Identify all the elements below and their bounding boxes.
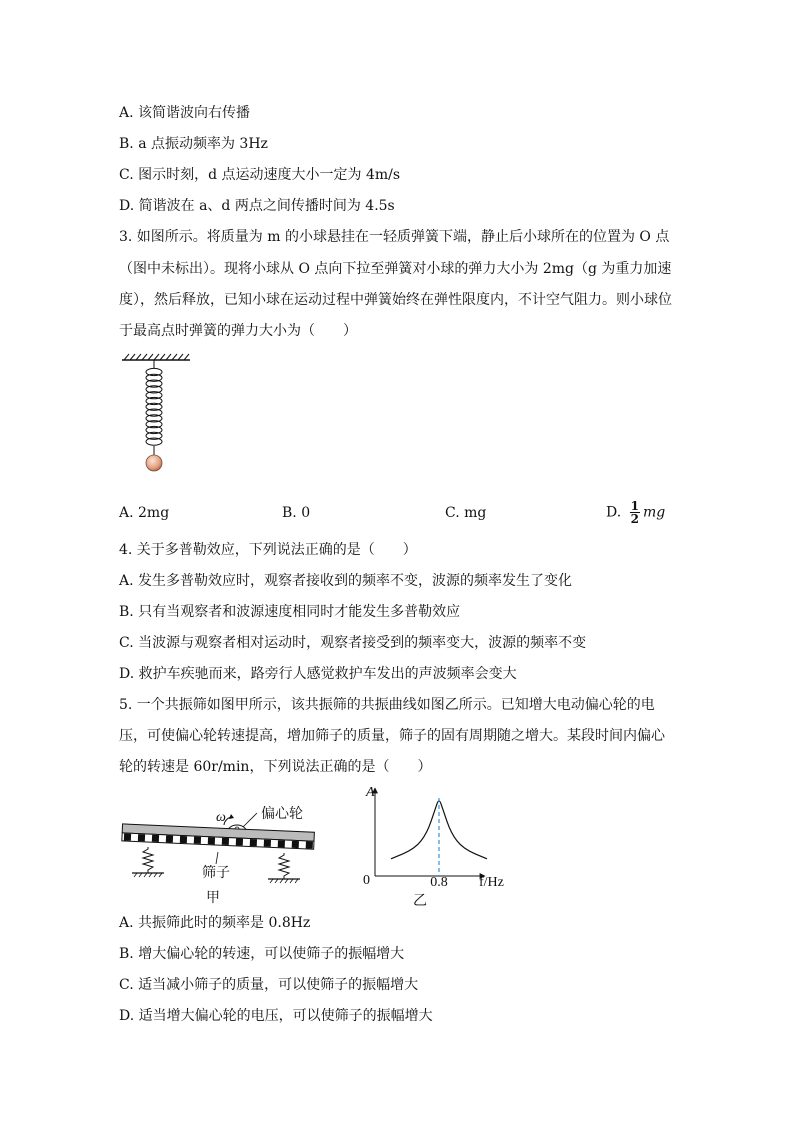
fraction-numerator: 1 (630, 499, 639, 513)
peak-tick-label: 0.8 (430, 875, 448, 890)
q3-option-d-label: D. (606, 504, 622, 521)
sieve-hole (236, 838, 243, 845)
caption-yi: 乙 (413, 894, 427, 909)
q5-option-d: D. 适当增大偏心轮的电压，可以使筛子的振幅增大 (119, 1008, 433, 1024)
q5-stem-line-3: 轮的转速是 60r/min，下列说法正确的是（ ） (119, 759, 432, 775)
omega-symbol: ω (216, 810, 226, 825)
q3-stem-line-4: 于最高点时弹簧的弹力大小为（ ） (119, 323, 357, 339)
q4-option-c: C. 当波源与观察者相对运动时，观察者接受到的频率变大，波源的频率不变 (119, 635, 587, 651)
eccentric-wheel-label: 偏心轮 (261, 807, 303, 822)
sieve-figure-jia (118, 795, 323, 910)
q5-option-b: B. 增大偏心轮的转速，可以使筛子的振幅增大 (119, 946, 405, 962)
sieve-hole (138, 834, 145, 841)
q3-option-b: B. 0 (282, 505, 311, 521)
caption-jia: 甲 (206, 891, 220, 906)
q5-stem-line-1: 5. 一个共振筛如图甲所示，该共振筛的共振曲线如图乙所示。已知增大电动偏心轮的电 (119, 697, 655, 713)
sieve-hole (208, 837, 215, 844)
q3-stem-line-1: 3. 如图所示。将质量为 m 的小球悬挂在一轻质弹簧下端，静止后小球所在的位置为 O 点 (119, 229, 670, 245)
origin-label: 0 (363, 873, 370, 888)
sieve-hole (306, 841, 313, 848)
sieve-hole (124, 833, 131, 840)
y-axis-label: A (366, 785, 375, 800)
sieve-hole (180, 836, 187, 843)
q4-option-a: A. 发生多普勒效应时，观察者接收到的频率不变，波源的频率发生了变化 (119, 573, 573, 589)
q2-option-b: B. a 点振动频率为 3Hz (119, 136, 268, 152)
q5-option-c: C. 适当减小筛子的质量，可以使筛子的振幅增大 (119, 977, 419, 993)
resonance-curve-chart (355, 782, 525, 910)
sieve-hole (250, 839, 257, 846)
spring-figure (118, 352, 198, 484)
ball (146, 455, 162, 471)
sieve-hole (222, 838, 229, 845)
q2-option-a: A. 该简谐波向右传播 (119, 105, 251, 121)
sieve-label: 筛子 (202, 866, 230, 881)
q2-option-d: D. 简谐波在 a、d 两点之间传播时间为 4.5s (119, 198, 395, 214)
one-half-fraction (630, 500, 640, 525)
q3-option-a: A. 2mg (119, 505, 170, 521)
sieve-hole (264, 840, 271, 847)
sieve-hole (278, 840, 285, 847)
q5-option-a: A. 共振筛此时的频率是 0.8Hz (119, 915, 311, 931)
q3-stem-line-3: 度），然后释放，已知小球在运动过程中弹簧始终在弹性限度内，不计空气阻力。则小球位 (119, 292, 672, 308)
q4-option-b: B. 只有当观察者和波源速度相同时才能发生多普勒效应 (119, 604, 461, 620)
sieve-hole (152, 835, 159, 842)
fraction-denominator: 2 (630, 512, 639, 526)
fraction-suffix: mg (643, 504, 666, 521)
q5-stem-line-2: 压，可使偏心轮转速提高，增加筛子的质量，筛子的固有周期随之增大。某段时间内偏心 (119, 728, 665, 744)
q3-stem-line-2: （图中未标出）。现将小球从 O 点向下拉至弹簧对小球的弹力大小为 2mg（g 为重力加速 (119, 261, 672, 277)
q3-option-d (606, 500, 665, 525)
sieve-hole (166, 835, 173, 842)
sieve-hole (292, 841, 299, 848)
sieve-hole (194, 837, 201, 844)
q4-option-d: D. 救护车疾驰而来，路旁行人感觉救护车发出的声波频率会变大 (119, 666, 517, 682)
q2-option-c: C. 图示时刻，d 点运动速度大小一定为 4m/s (119, 167, 401, 183)
q3-option-c: C. mg (445, 505, 487, 521)
q4-stem: 4. 关于多普勒效应，下列说法正确的是（ ） (119, 542, 417, 558)
x-axis-label: f/Hz (479, 875, 504, 890)
